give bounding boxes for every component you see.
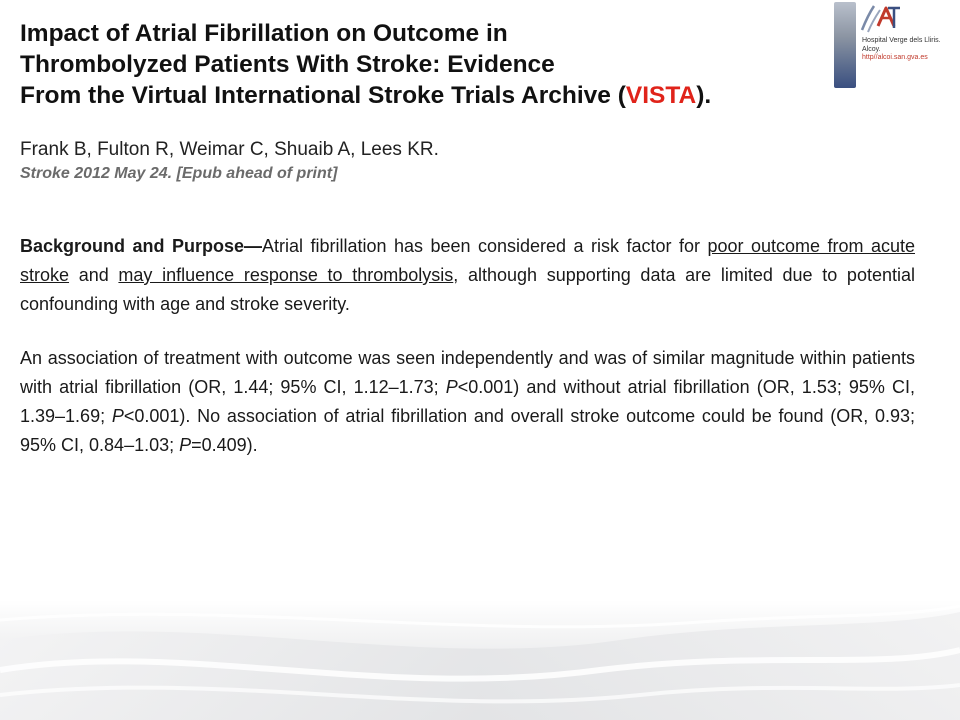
authors: Frank B, Fulton R, Weimar C, Shuaib A, Lees KR. (20, 139, 439, 160)
p1-text-1: Atrial fibrillation has been considered a risk factor for (261, 236, 708, 256)
title-line-1: Impact of Atrial Fibrillation on Outcome in (20, 20, 508, 47)
p2-text-2: <0.001) and without atrial fibrillation (OR, 1.53; 95% CI, 1.39–1.69; (20, 377, 916, 426)
p1-text-2: and (69, 265, 119, 285)
title-line-2: Thrombolyzed Patients With Stroke: Evidence (20, 51, 555, 78)
background-purpose-heading: Background and Purpose— (20, 236, 262, 256)
hospital-name: Hospital Verge dels Lliris. (862, 37, 941, 44)
title-line-3-text: From the Virtual International Stroke Trials Archive ( (20, 82, 626, 109)
title-line-3 (20, 80, 940, 111)
p2-text-4: =0.409). (191, 435, 258, 455)
p2-text-1: An association of treatment with outcome was seen independently and was of similar magnitude within patients with atrial fibrillation (OR, 1.44; 95% CI, 1.12–1.73; (20, 348, 915, 397)
slide-title (20, 18, 940, 111)
p2-p-value-label-b: P (111, 406, 124, 426)
abstract-background-paragraph (20, 232, 915, 319)
p2-p-value-label-a: P (445, 377, 458, 397)
abstract-results-paragraph (20, 344, 915, 460)
p1-underlined-2: may influence response to thrombolysis (118, 265, 454, 285)
citation: Stroke 2012 May 24. [Epub ahead of print] (20, 165, 338, 182)
p2-text-3: <0.001). No association of atrial fibrillation and overall stroke outcome could be found (OR, 0.93; 95% CI, 0.84–1.03; (20, 406, 915, 455)
p2-p-value-label-c: P (179, 435, 192, 455)
footer-swoosh-decoration (0, 600, 960, 720)
p1-underlined-1: poor outcome from acute stroke (20, 236, 915, 285)
title-accent-vista: VISTA (625, 82, 697, 109)
abstract (20, 232, 915, 460)
hospital-city: Alcoy. (862, 45, 881, 53)
p1-text-3: , although supporting data are limited due to potential confounding with age and stroke severity. (20, 265, 915, 314)
hospital-url-link[interactable]: http//alcoi.san.gva.es (862, 54, 928, 61)
title-line-3-end: ). (696, 82, 712, 109)
